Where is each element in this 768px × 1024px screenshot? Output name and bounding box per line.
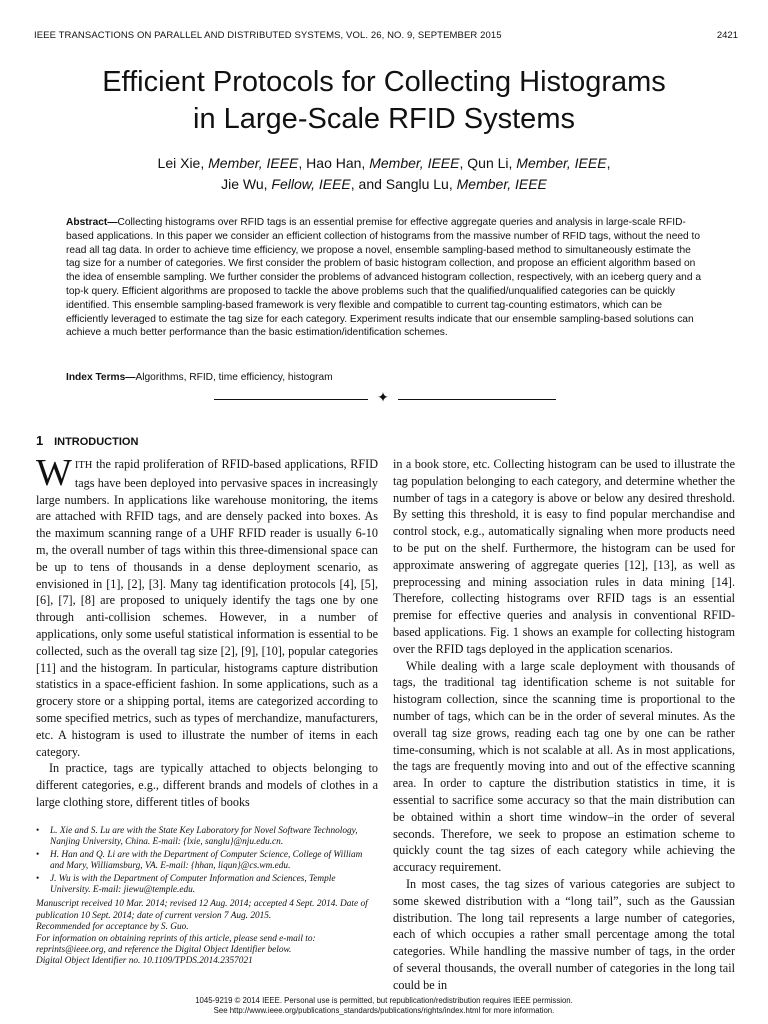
author-name: , Qun Li, — [459, 155, 517, 171]
bullet-icon: • — [36, 826, 40, 836]
index-terms-label: Index Terms— — [66, 372, 136, 383]
bullet-icon: • — [36, 849, 40, 860]
affiliation-footnote — [36, 874, 378, 897]
copyright-line-1: 1045-9219 © 2014 IEEE. Personal use is permitted, but republication/redistribution requires IEEE permission. — [195, 996, 573, 1005]
footnote-text: H. Han and Q. Li are with the Department of Computer Science, College of William and Mary, Williamsburg, VA. E-mail: {hhan, liqun}@cs.wm.edu. — [50, 849, 363, 872]
author-separator: , — [606, 155, 611, 171]
author-role: Member, IEEE — [516, 155, 607, 171]
section-title: INTRODUCTION — [54, 436, 139, 448]
author-name: , and Sanglu Lu, — [350, 176, 457, 192]
title-line-1: Efficient Protocols for Collecting Histograms — [102, 66, 666, 98]
lead-caps: ITH — [74, 460, 93, 471]
drop-cap: W — [36, 452, 72, 494]
section-heading — [36, 433, 138, 448]
author-role: Member, IEEE — [369, 155, 460, 171]
footnote-text: L. Xie and S. Lu are with the State Key Laboratory for Novel Software Technology, Nanjing University, China. E-mail: {lxie, sanglu}@nju.edu.cn. — [50, 826, 358, 848]
paragraph-text: the rapid proliferation of RFID-based applications, RFID tags have been deployed into pervasive spaces in increasingly large numbers. In applications like warehouse monitoring, the items are attached with RFID tags, and are densely packed into boxes. As the maximum scanning range of a UHF RFID reader is usually 6-10 m, the overall number of tags within this three-dimensional space can be up to tens of thousands in a dense deployment scenario, as envisioned in [1], [2], [3]. Many tag identification protocols [4], [5], [6], [7], [8] are proposed to uniquely identify the tags one by one through anti-collision schemes. However, in a number of applications, only some useful statistical information is essential to be collected, such as the overall tag size [2], [9], [10], popular categories [11] and the histogram. In particular, histograms capture distribution statistics in a space-efficient fashion. In some applications, such as a grocery store or a shipping portal, items are categorized according to some specified metrics, such as types of merchandize, manufacturers, etc. A histogram is used to illustrate the number of items in each category. — [36, 457, 378, 759]
separator-line-right — [398, 399, 556, 400]
abstract-label: Abstract— — [66, 217, 118, 228]
author-name: Jie Wu, — [221, 176, 272, 192]
affiliation-footnote — [36, 826, 378, 849]
body-column-left — [36, 452, 378, 811]
section-number: 1 — [36, 433, 44, 448]
recommended-by: Recommended for acceptance by S. Guo. — [36, 922, 189, 933]
reprints-info: For information on obtaining reprints of this article, please send e-mail to: reprints@ieee.org, and reference the Digital Object Identifier below. — [36, 933, 316, 956]
page-number: 2421 — [716, 30, 738, 41]
affiliation-footnote — [36, 850, 378, 873]
index-terms-text: Algorithms, RFID, time efficiency, histogram — [135, 372, 333, 383]
index-terms — [66, 371, 702, 385]
bullet-icon: • — [36, 873, 40, 884]
author-list — [40, 153, 728, 195]
body-paragraph: In most cases, the tag sizes of various categories are subject to some skewed distribution with a “long tail”, such as the Gaussian distribution. The long tail represents a large number of categories, each of which occupies a rather small percentage among the total categories. While handling the massive number of tags, in the order of several thousands, the overall number of categories in the long tail could be in — [393, 876, 735, 992]
separator-diamond-icon: ✦ — [377, 391, 389, 406]
abstract-text: Collecting histograms over RFID tags is an essential premise for effective aggregate queries and analysis in large-scale RFID-based applications. In this paper we consider an efficient collection of histograms from the massive number of RFID tags, without the need to read all tag data. In order to achieve time efficiency, we propose a novel, ensemble sampling-based method to simultaneously estimate the tag size for a number of categories. We first consider the problem of basic histogram collection, and propose an efficient algorithm based on the idea of ensemble sampling. We further consider the problems of advanced histogram collection, respectively, with an iceberg query and a top-k query. Efficient algorithms are proposed to tackle the above problems such that the qualified/unqualified categories can be quickly identified. This ensemble sampling-based framework is very flexible and compatible to current tag-counting estimators, which can be efficiently leveraged to estimate the tag size for each category. Experiment results indicate that our ensemble sampling-based solutions can achieve a much better performance than the basic estimation/identification schemes. — [66, 217, 701, 339]
footnotes — [36, 826, 378, 968]
author-name: Lei Xie, — [157, 155, 209, 171]
body-paragraph: in a book store, etc. Collecting histogram can be used to illustrate the tag population belonging to each category, and determine whether the number of tags in a category is above or below any desired threshold. By setting this threshold, it is easy to find popular merchandise and control stock, e.g., automatically signaling when more products need to be put on the shelf. Furthermore, the histogram can be used for approximate answering of aggregate queries [12], [13], as well as preprocessing and mining association rules in data mining [14]. Therefore, collecting histograms over RFID tags is an essential premise for effective queries and analysis in conventional RFID-based applications. Fig. 1 shows an example for collecting histogram over the RFID tags deployed in the application scenarios. — [393, 457, 735, 656]
author-role: Member, IEEE — [456, 176, 547, 192]
author-name: , Hao Han, — [298, 155, 370, 171]
separator-line-left — [214, 399, 368, 400]
manuscript-info — [36, 899, 378, 967]
title-line-2: in Large-Scale RFID Systems — [193, 103, 575, 135]
footnote-text: J. Wu is with the Department of Computer Information and Sciences, Temple University. E-mail: jiewu@temple.edu. — [50, 873, 336, 896]
body-column-right — [393, 456, 735, 994]
body-paragraph — [36, 452, 378, 760]
author-role: Fellow, IEEE — [271, 176, 351, 192]
running-header: IEEE TRANSACTIONS ON PARALLEL AND DISTRIBUTED SYSTEMS, VOL. 26, NO. 9, SEPTEMBER 2015 — [34, 30, 502, 41]
copyright-line-2: See http://www.ieee.org/publications_standards/publications/rights/index.html for more information. — [213, 1005, 555, 1015]
body-paragraph: While dealing with a large scale deployment with thousands of tags, the traditional tag identification scheme is not suitable for histogram collection, since the scanning time is proportional to the number of tags, which can be in the order of several minutes. As the overall tag size grows, reading each tag one by one can be rather time-consuming, which is not scalable at all. As in most applications, the tags are frequently moving into and out of the effective scanning area. In order to capture the distribution statistics in time, it is essential to sacrifice some accuracy so that the main distribution can be obtained within a short time window–in the order of several seconds. Therefore, we seek to propose an estimation scheme to quickly count the tag sizes of each category while achieving the accuracy requirement. — [393, 658, 735, 875]
author-role: Member, IEEE — [208, 155, 299, 171]
abstract — [66, 216, 702, 340]
received-dates: Manuscript received 10 Mar. 2014; revised 12 Aug. 2014; accepted 4 Sept. 2014. Date of publication 10 Sept. 2014; date of current version 7 Aug. 2015. — [36, 899, 368, 921]
copyright-notice — [40, 996, 728, 1015]
body-paragraph: In practice, tags are typically attached to objects belonging to different categories, e.g., different brands and models of clothes in a large clothing store, different titles of books — [36, 761, 378, 809]
doi: Digital Object Identifier no. 10.1109/TPDS.2014.2357021 — [36, 956, 253, 967]
paper-title — [40, 64, 728, 138]
